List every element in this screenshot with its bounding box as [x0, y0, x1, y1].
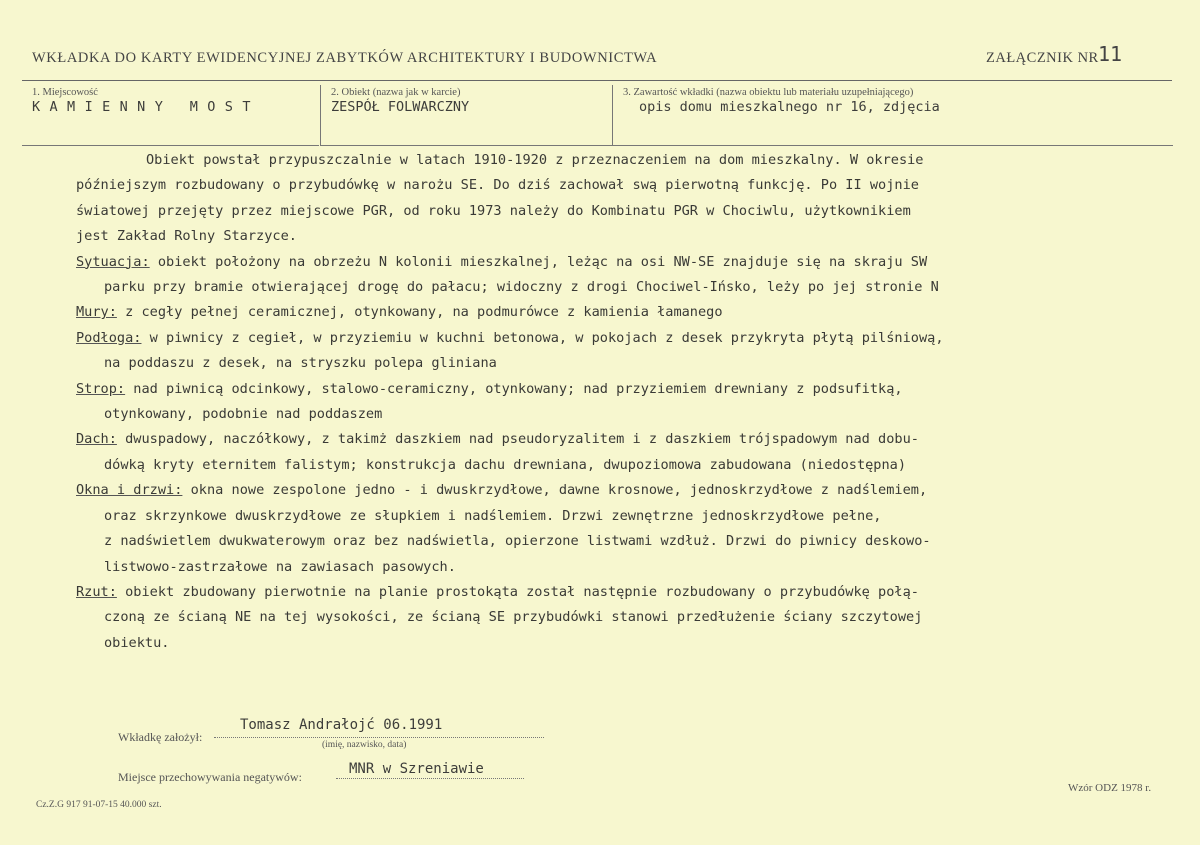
- negatives-label: Miejsce przechowywania negatywów:: [118, 770, 302, 784]
- section-sytuacja: [76, 250, 1186, 275]
- okna-heading: Okna i drzwi:: [76, 482, 183, 499]
- locality-value: KAMIENNY MOST: [32, 99, 260, 115]
- negatives-line: [336, 778, 524, 779]
- body-line: z nadświetlem dwukwaterowym oraz bez nadświetla, opierzone listwami wzdłuż. Drzwi do piwnicy deskowo-: [104, 533, 931, 550]
- body-line: listwowo-zastrzałowe na zawiasach pasowych.: [104, 558, 456, 575]
- founder-label: Wkładkę założył:: [118, 730, 203, 744]
- form-title: WKŁADKA DO KARTY EWIDENCYJNEJ ZABYTKÓW ARCHITEKTURY I BUDOWNICTWA: [32, 50, 658, 66]
- section-mury: [76, 300, 1186, 325]
- body-line: dówką kryty eternitem falistym; konstrukcja dachu drewniana, dwupoziomowa zabudowana (niedostępna): [104, 456, 907, 473]
- print-info: Cz.Z.G 917 91-07-15 40.000 szt.: [36, 800, 162, 810]
- section-rzut: [76, 580, 1186, 605]
- form-reference: Wzór ODZ 1978 r.: [1068, 782, 1152, 794]
- field-object: [320, 85, 612, 146]
- header-rule: [22, 80, 1172, 81]
- body-line: czoną ze ścianą NE na tej wysokości, ze ścianą SE przybudówki stanowi przedłużenie ściany szczytowej: [104, 609, 923, 626]
- okna-text: okna nowe zespolone jedno - i dwuskrzydłowe, dawne krosnowe, jednoskrzydłowe z nadślemiem,: [182, 482, 928, 499]
- founder-line: [214, 737, 544, 738]
- founder-value: Tomasz Andrałojć 06.1991: [240, 717, 443, 733]
- section-podloga: [76, 326, 1186, 351]
- podloga-text: w piwnicy z cegieł, w przyziemiu w kuchni betonowa, w pokojach z desek przykryta płytą pilśniową,: [141, 329, 944, 346]
- object-label: 2. Obiekt (nazwa jak w karcie): [331, 87, 461, 98]
- strop-heading: Strop:: [76, 380, 126, 397]
- rzut-text: obiekt zbudowany pierwotnie na planie prostokąta został następnie rozbudowany o przybudówkę połą-: [116, 583, 919, 600]
- sytuacja-text: obiekt położony na obrzeżu N kolonii mieszkalnej, leżąc na osi NW-SE znajduje się na skraju SW: [149, 253, 928, 270]
- body-line: obiektu.: [104, 634, 170, 651]
- body-line: późniejszym rozbudowany o przybudówkę w narożu SE. Do dziś zachował swą pierwotną funkcję. Po II wojnie: [76, 177, 919, 194]
- body-line: Obiekt powstał przypuszczalnie w latach 1910-1920 z przeznaczeniem na dom mieszkalny. W okresie: [146, 152, 924, 168]
- body-line: jest Zakład Rolny Starzyce.: [76, 228, 297, 245]
- body-line: parku przy bramie otwierającej drogę do pałacu; widoczny z drogi Chociwel-Ińsko, leży po jej stronie N: [104, 279, 939, 296]
- mury-text: z cegły pełnej ceramicznej, otynkowany, na podmurówce z kamienia łamanego: [116, 304, 723, 321]
- negatives-value: MNR w Szreniawie: [349, 761, 484, 777]
- body-line: na poddaszu z desek, na stryszku polepa gliniana: [104, 355, 497, 372]
- mury-heading: Mury:: [76, 304, 117, 321]
- field-locality: [22, 85, 319, 146]
- description-body: [76, 148, 1186, 656]
- field-content: [612, 85, 1173, 146]
- body-line: światowej przejęty przez miejscowe PGR, od roku 1973 należy do Kombinatu PGR w Chociwlu, użytkownikiem: [76, 202, 911, 219]
- dach-heading: Dach:: [76, 431, 117, 448]
- content-label: 3. Zawartość wkładki (nazwa obiektu lub materiału uzupełniającego): [623, 87, 914, 98]
- object-value: ZESPÓŁ FOLWARCZNY: [331, 99, 470, 115]
- sytuacja-heading: Sytuacja:: [76, 253, 150, 270]
- section-strop: [76, 377, 1186, 402]
- founder-hint: (imię, nazwisko, data): [322, 740, 407, 750]
- content-value: opis domu mieszkalnego nr 16, zdjęcia: [639, 99, 940, 115]
- body-line: otynkowany, podobnie nad poddaszem: [104, 406, 383, 423]
- attachment-number: 11: [1098, 42, 1123, 66]
- dach-text: dwuspadowy, naczółkowy, z takimż daszkiem nad pseudoryzalitem i z daszkiem trójspadowym nad dobu-: [116, 431, 919, 448]
- body-line: oraz skrzynkowe dwuskrzydłowe ze słupkiem i nadślemiem. Drzwi zewnętrzne jednoskrzydłowe pełne,: [104, 507, 882, 524]
- strop-text: nad piwnicą odcinkowy, stalowo-ceramiczny, otynkowany; nad przyziemiem drewniany z podsufitką,: [125, 380, 903, 397]
- section-okna: [76, 478, 1186, 503]
- locality-label: 1. Miejscowość: [32, 87, 98, 98]
- rzut-heading: Rzut:: [76, 583, 117, 600]
- podloga-heading: Podłoga:: [76, 329, 142, 346]
- section-dach: [76, 427, 1186, 452]
- attachment-label: ZAŁĄCZNIK NR: [986, 50, 1099, 66]
